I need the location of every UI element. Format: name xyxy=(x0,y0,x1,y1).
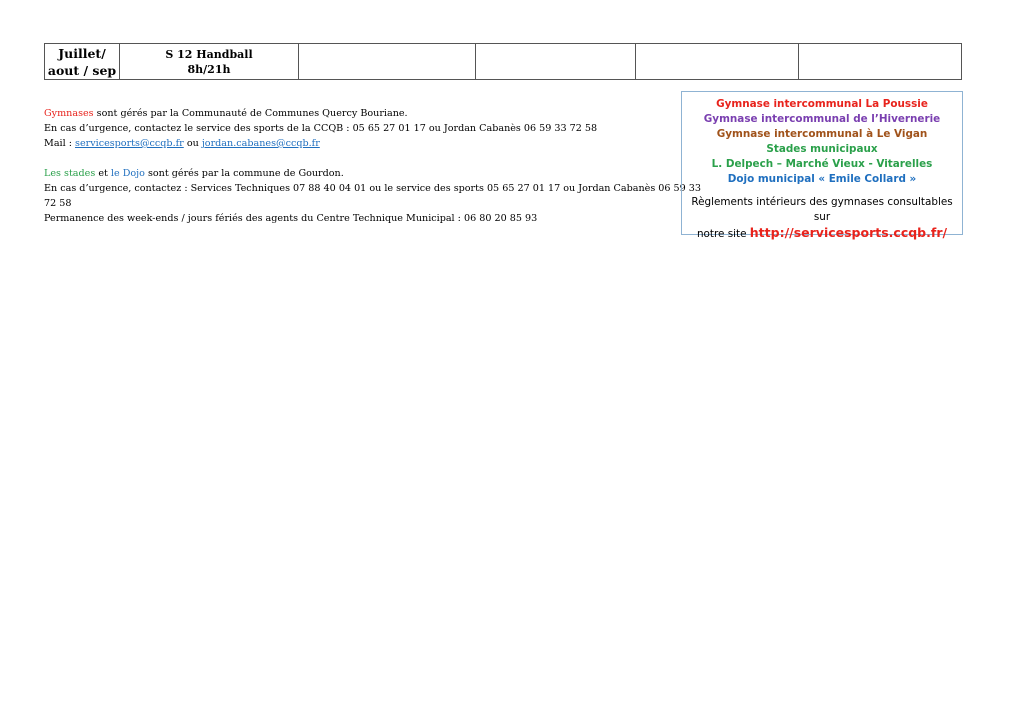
rules-prefix: notre site xyxy=(696,228,750,240)
facilities-legend-box xyxy=(681,91,963,240)
month-line-1: Juillet/ xyxy=(58,45,106,61)
stades-urgency-line-1: En cas d’urgence, contactez : Services Techniques 07 88 40 04 01 ou le service des sports 05 65 27 01 17 ou Jordan Cabanès 06 59 33 xyxy=(44,183,702,194)
empty-cell xyxy=(636,44,799,80)
stades-word: Les stades xyxy=(44,168,96,179)
facility-delpech: L. Delpech – Marché Vieux - Vitarelles xyxy=(711,158,933,170)
facility-le-vigan: Gymnase intercommunal à Le Vigan xyxy=(716,128,928,140)
rules-text xyxy=(682,195,962,242)
empty-cell xyxy=(476,44,636,80)
month-cell xyxy=(45,44,120,80)
mail-label: Mail : xyxy=(44,138,76,149)
month-line-2: aout / sep xyxy=(47,62,117,78)
gym-word: Gymnases xyxy=(44,108,94,119)
permanence-line: Permanence des week-ends / jours fériés des agents du Centre Technique Municipal : 06 80 20 85 93 xyxy=(44,213,538,224)
facility-la-poussie: Gymnase intercommunal La Poussie xyxy=(716,98,928,110)
et-word: et xyxy=(95,168,111,179)
mail-line xyxy=(44,136,684,151)
rules-line-1: Règlements intérieurs des gymnases consultables sur xyxy=(691,196,953,223)
empty-cell xyxy=(299,44,476,80)
empty-cell xyxy=(799,44,962,80)
mail-or: ou xyxy=(183,138,202,149)
servicesports-email-link[interactable]: servicesports@ccqb.fr xyxy=(75,138,184,149)
facility-hivernerie: Gymnase intercommunal de l’Hivernerie xyxy=(703,113,941,125)
gym-urgency-line: En cas d’urgence, contactez le service des sports de la CCQB : 05 65 27 01 17 ou Jordan Cabanès 06 59 33 72 58 xyxy=(44,123,598,134)
gym-management-line xyxy=(44,106,684,121)
facility-stades: Stades municipaux xyxy=(766,143,878,155)
activity-name: S 12 Handball xyxy=(165,47,253,61)
stades-urgency-line-2: 72 58 xyxy=(44,198,72,209)
jordan-email-link[interactable]: jordan.cabanes@ccqb.fr xyxy=(201,138,320,149)
dojo-word: le Dojo xyxy=(110,168,145,179)
rules-line-2 xyxy=(682,225,962,242)
activity-hours: 8h/21h xyxy=(187,62,231,76)
facility-dojo: Dojo municipal « Emile Collard » xyxy=(727,173,917,185)
activity-cell xyxy=(120,44,299,80)
stades-management-line xyxy=(44,166,684,181)
stades-management-text: sont gérés par la commune de Gourdon. xyxy=(144,168,344,179)
table-row xyxy=(45,44,962,80)
site-link[interactable]: http://servicesports.ccqb.fr/ xyxy=(749,225,948,240)
schedule-table xyxy=(44,43,962,80)
gym-management-text: sont gérés par la Communauté de Communes Quercy Bouriane. xyxy=(93,108,408,119)
management-notes xyxy=(44,106,702,226)
